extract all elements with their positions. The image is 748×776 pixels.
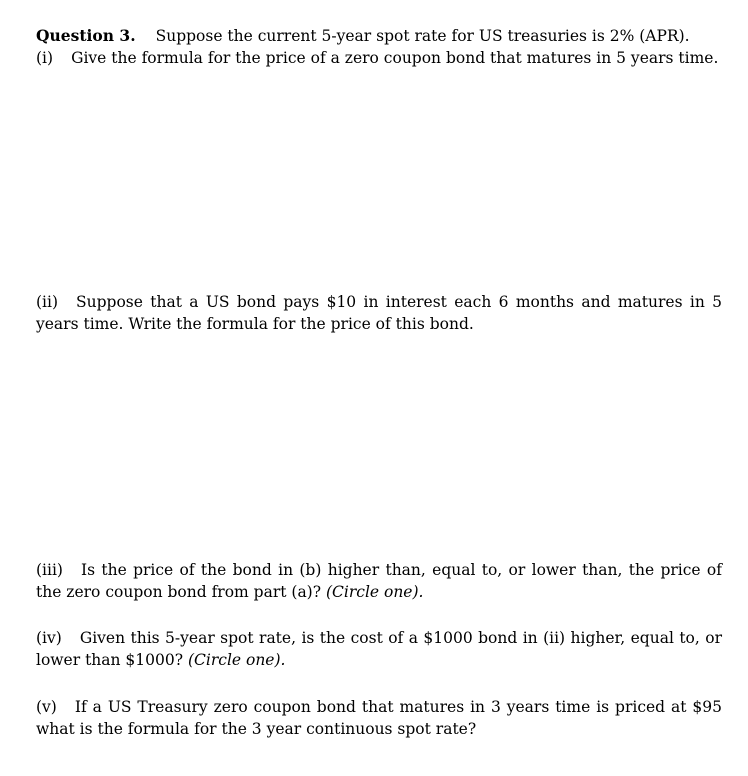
question-label: Question 3.	[36, 26, 136, 45]
part-iv-label: (iv)	[36, 629, 62, 647]
question-header	[36, 25, 722, 48]
part-ii-label: (ii)	[36, 293, 59, 311]
part-i-label: (i)	[36, 48, 54, 67]
part-ii	[36, 292, 722, 335]
part-iii-text: Is the price of the bond in (b) higher than, equal to, or lower than, the price of the zero coupon bond from part (a)?	[36, 561, 722, 601]
part-ii-text: Suppose that a US bond pays $10 in interest each 6 months and matures in 5 years time. Write the formula for the price of this bond.	[36, 293, 722, 333]
question-intro: Suppose the current 5-year spot rate for US treasuries is 2% (APR).	[155, 27, 690, 45]
part-iii-label: (iii)	[36, 561, 63, 579]
part-v	[36, 697, 722, 740]
part-v-text: If a US Treasury zero coupon bond that matures in 3 years time is priced at $95 what is the formula for the 3 year continuous spot rate?	[36, 698, 722, 738]
part-i-text: Give the formula for the price of a zero coupon bond that matures in 5 years time.	[71, 48, 719, 67]
part-iii-circle-note: (Circle one).	[325, 582, 424, 601]
part-iv-text: Given this 5-year spot rate, is the cost of a $1000 bond in (ii) higher, equal to, or lower than $1000?	[36, 629, 722, 669]
part-iv	[36, 628, 722, 671]
question-3-block	[36, 25, 722, 69]
part-v-label: (v)	[36, 698, 57, 716]
part-i	[36, 48, 722, 70]
part-iii	[36, 560, 722, 603]
part-iv-circle-note: (Circle one).	[187, 650, 286, 669]
